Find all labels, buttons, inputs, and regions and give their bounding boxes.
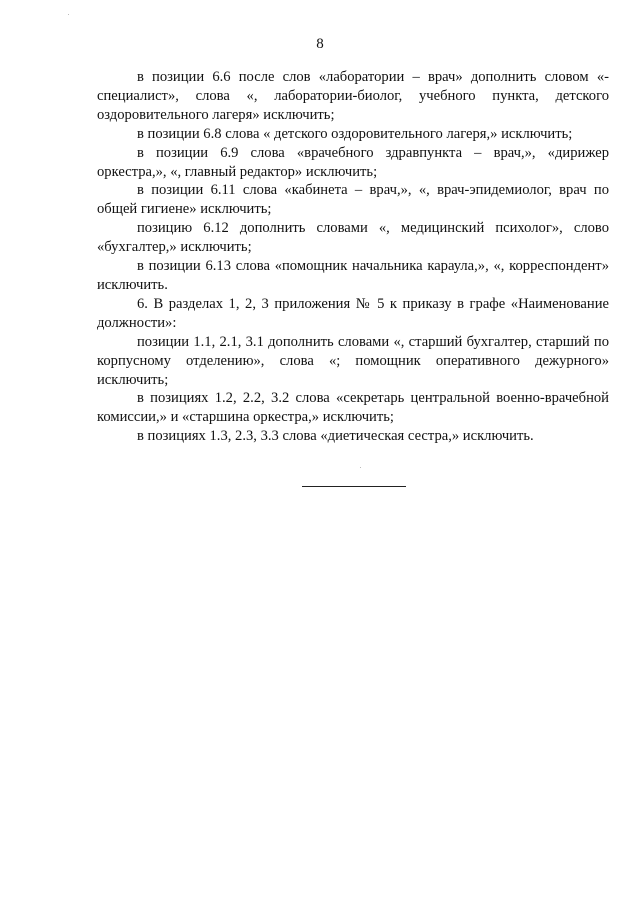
paragraph-positions-1-2: в позициях 1.2, 2.2, 3.2 слова «секретарь центральной военно-врачебной комиссии,» и «старшина оркестра,» исключить; <box>97 390 609 426</box>
page-number: 8 <box>316 36 324 52</box>
paragraph-position-6-12: позицию 6.12 дополнить словами «, медицинский психолог», слово «бухгалтер,» исключить; <box>97 220 609 256</box>
document-body <box>97 68 609 446</box>
paragraph-position-6-8: в позиции 6.8 слова « детского оздоровительного лагеря,» исключить; <box>137 125 573 142</box>
paragraph-position-6-9: в позиции 6.9 слова «врачебного здравпункта – врач,», «дирижер оркестра,», «, главный редактор» исключить; <box>97 144 609 180</box>
closing-rule-line <box>302 486 406 487</box>
scan-speck <box>360 467 361 468</box>
scan-speck <box>68 14 69 15</box>
paragraph-item-6-intro: 6. В разделах 1, 2, 3 приложения № 5 к приказу в графе «Наименование должности»: <box>97 295 609 331</box>
paragraph-positions-1-3: в позициях 1.3, 2.3, 3.3 слова «диетическая сестра,» исключить. <box>137 428 534 445</box>
paragraph-position-6-11: в позиции 6.11 слова «кабинета – врач,», «, врач-эпидемиолог, врач по общей гигиене» исключить; <box>97 182 609 218</box>
paragraph-positions-1-1: позиции 1.1, 2.1, 3.1 дополнить словами «, старший бухгалтер, старший по корпусному отделению», слова «; помощник оперативного дежурного» исключить; <box>97 333 609 388</box>
paragraph-position-6-6: в позиции 6.6 после слов «лаборатории – врач» дополнить словом «-специалист», слова «, лаборатории-биолог, учебного пункта, детского оздоровительного лагеря» исключить; <box>97 69 609 123</box>
paragraph-position-6-13: в позиции 6.13 слова «помощник начальника караула,», «, корреспондент» исключить. <box>97 258 609 293</box>
